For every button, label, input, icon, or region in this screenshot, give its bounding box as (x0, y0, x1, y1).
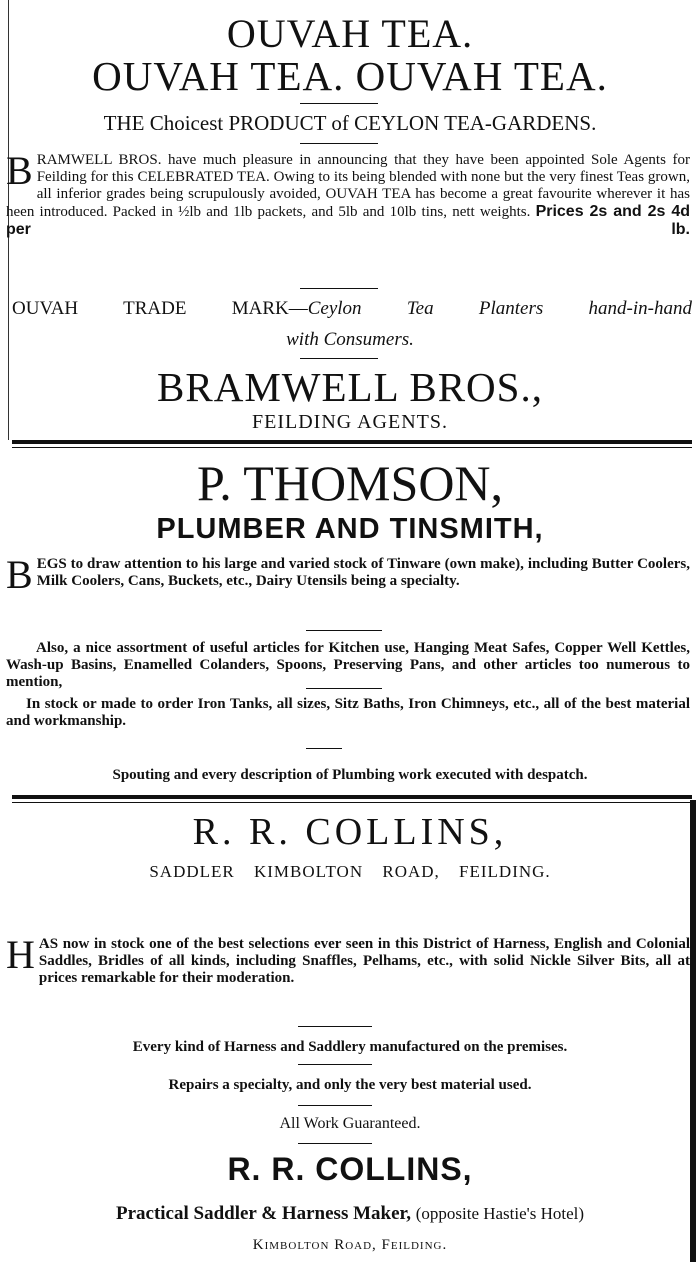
ouvah-body-text: RAMWELL BROS. have much pleasure in announcing that they have been appointed Sole Agents for Feilding for this CELEBRATED TEA. Owing to its being blended with none but the very finest Teas grown, all inferior grades being scrupulously avoided, OUVAH TEA has become a great favourite wherever it has heen introduced. Packed in ½lb and 1lb packets, and 5lb and 10lb tins, nett weights. (6, 152, 690, 220)
drop-cap: B (6, 552, 33, 597)
thomson-para-3: In stock or made to order Iron Tanks, all sizes, Sitz Baths, Iron Chimneys, etc., all of the best material and workmanship. (6, 696, 690, 729)
bramwell-role: FEILDING AGENTS. (252, 411, 448, 433)
thomson-para-4: Spouting and every description of Plumbing work executed with despatch. (112, 767, 588, 783)
collins-address-2: Kimbolton Road, Feilding. (252, 1237, 448, 1253)
collins-line-2: Repairs a specialty, and only the very best material used. (168, 1077, 532, 1093)
thomson-para-2: Also, a nice assortment of useful articles for Kitchen use, Hanging Meat Safes, Copper Well Kettles, Wash-up Basins, Enamelled Colanders, Spoons, Preserving Pans, and other articles too numerous to mention, (6, 640, 690, 690)
trade-mark-slogan-cont: with Consumers. (286, 329, 414, 350)
rule (298, 1143, 372, 1144)
section-divider-thin (12, 447, 692, 448)
drop-cap: B (6, 148, 33, 193)
rule (300, 288, 378, 289)
bramwell-name: BRAMWELL BROS., (157, 364, 543, 410)
section-divider (12, 795, 692, 799)
thomson-para-1 (6, 552, 690, 597)
thomson-trade: PLUMBER AND TINSMITH, (156, 513, 544, 545)
rule (300, 358, 378, 359)
rule (298, 1064, 372, 1065)
ouvah-tagline: THE Choicest PRODUCT of CEYLON TEA-GARDENS. (103, 111, 597, 135)
drop-cap: H (6, 932, 35, 977)
ouvah-trade-mark (12, 297, 692, 321)
ouvah-headline-1: OUVAH TEA. (226, 11, 474, 56)
collins-address: SADDLER KIMBOLTON ROAD, FEILDING. (149, 862, 551, 881)
collins-role: Practical Saddler & Harness Maker, (115, 1203, 411, 1224)
collins-para-1 (6, 932, 690, 987)
rule (306, 688, 382, 689)
rule (298, 1026, 372, 1027)
ouvah-headline-2: OUVAH TEA. OUVAH TEA. (92, 53, 608, 99)
ouvah-body (6, 148, 691, 239)
section-divider-thin (12, 802, 692, 803)
section-divider (12, 440, 692, 444)
trade-mark-label: OUVAH TRADE MARK— (12, 298, 308, 319)
collins-name-2: R. R. COLLINS, (227, 1151, 473, 1187)
ouvah-prices: Prices 2s and 2s 4d per lb. (6, 203, 691, 238)
collins-name: R. R. COLLINS, (192, 811, 508, 853)
rule (300, 143, 378, 144)
rule (300, 103, 378, 104)
thomson-name: P. THOMSON, (196, 455, 504, 511)
trade-mark-slogan: Ceylon Tea Planters hand-in-hand (307, 298, 692, 319)
rule (306, 630, 382, 631)
collins-line-3: All Work Guaranteed. (279, 1115, 421, 1132)
collins-location-note: (opposite Hastie's Hotel) (415, 1204, 585, 1223)
collins-line-1: Every kind of Harness and Saddlery manufactured on the premises. (132, 1039, 568, 1055)
collins-para-1-text: AS now in stock one of the best selections ever seen in this District of Harness, English and Colonial Saddles, Bridles of all kinds, including Snaffles, Pelhams, etc., with solid Nickle Silver Bits, all at prices remarkable for their moderation. (38, 936, 690, 986)
rule (298, 1105, 372, 1106)
rule (306, 748, 342, 749)
collins-role-line (0, 1202, 700, 1226)
thomson-para-1-text: EGS to draw attention to his large and varied stock of Tinware (own make), including Butter Coolers, Milk Coolers, Cans, Buckets, etc., Dairy Utensils being a specialty. (36, 556, 690, 589)
